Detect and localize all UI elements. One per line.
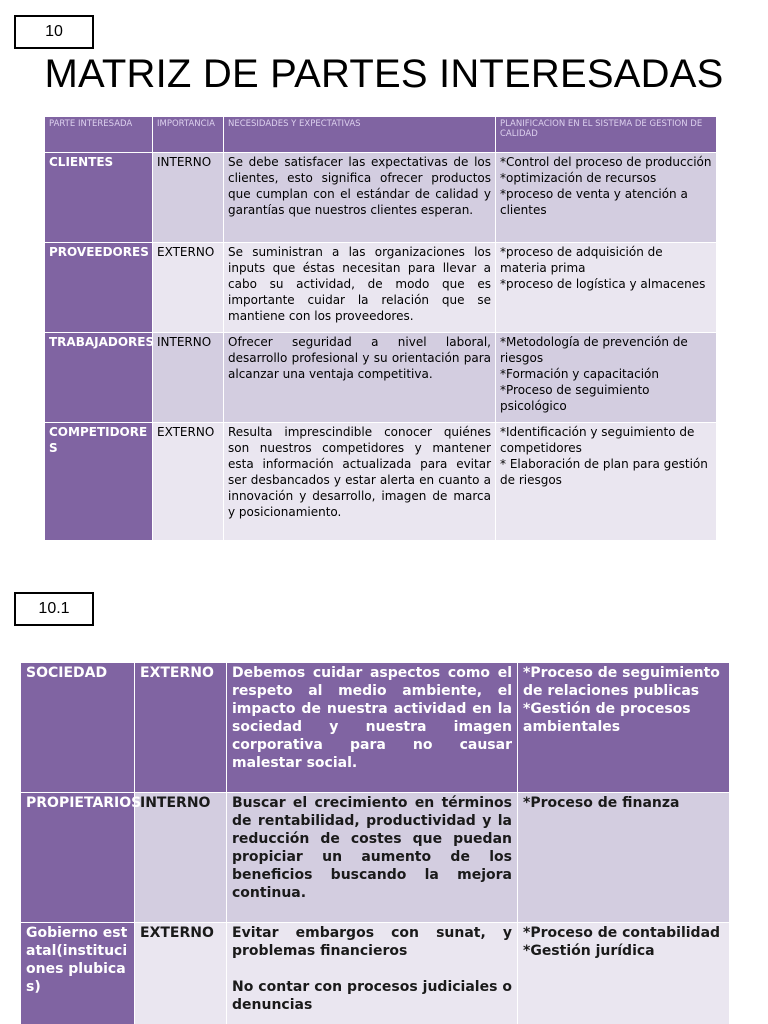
stakeholder-table-continued [21, 663, 730, 1024]
importance-cell: INTERNO [135, 793, 227, 923]
party-cell: Gobierno estatal(instituciones plubicas) [21, 923, 135, 1024]
planning-cell [496, 333, 717, 423]
needs-cell: Resulta imprescindible conocer quiénes son nuestros competidores y mantener esta información actualizada para evitar ser desbancados y estar alerta en cuanto a innovación y desarrollo, imagen de marca y posicionamiento. [224, 423, 496, 541]
planning-item: *Proceso de seguimiento psicológico [500, 383, 650, 413]
table-row [21, 923, 730, 1024]
planning-cell [518, 923, 730, 1024]
table-row [21, 663, 730, 793]
planning-cell [496, 243, 717, 333]
stakeholder-table [45, 117, 717, 541]
needs-cell: Se debe satisfacer las expectativas de los clientes, esto significa ofrecer productos que cumplan con el estándar de calidad y garantías que nuestros clientes esperan. [224, 153, 496, 243]
planning-item: * Elaboración de plan para gestión de riesgos [500, 457, 708, 487]
table-row [45, 333, 717, 423]
planning-item: *Identificación y seguimiento de competidores [500, 425, 695, 455]
importance-cell: EXTERNO [153, 423, 224, 541]
needs-cell: Debemos cuidar aspectos como el respeto al medio ambiente, el impacto de nuestra actividad en la sociedad y nuestra imagen corporativa para no causar malestar social. [227, 663, 518, 793]
planning-item: *Gestión jurídica [523, 943, 655, 959]
planning-item: *Proceso de finanza [523, 795, 680, 811]
needs-cell: Ofrecer seguridad a nivel laboral, desarrollo profesional y su orientación para alcanzar una ventaja competitiva. [224, 333, 496, 423]
table-row [21, 793, 730, 923]
party-cell: PROPIETARIOS [21, 793, 135, 923]
importance-cell: INTERNO [153, 153, 224, 243]
planning-item: *Gestión de procesos ambientales [523, 701, 691, 735]
party-cell: TRABAJADORES [45, 333, 153, 423]
needs-cell: Buscar el crecimiento en términos de rentabilidad, productividad y la reducción de costes que puedan propiciar un aumento de los beneficios buscando la mejora continua. [227, 793, 518, 923]
header-importance: IMPORTANCIA [153, 117, 224, 153]
table-row [45, 153, 717, 243]
party-cell: COMPETIDORES [45, 423, 153, 541]
importance-cell: INTERNO [153, 333, 224, 423]
needs-cell: Se suministran a las organizaciones los inputs que éstas necesitan para llevar a cabo su actividad, de modo que es importante cuidar la relación que se mantiene con los proveedores. [224, 243, 496, 333]
planning-item: *Proceso de seguimiento de relaciones publicas [523, 665, 720, 699]
planning-item: *proceso de logística y almacenes [500, 277, 706, 291]
importance-cell: EXTERNO [135, 663, 227, 793]
planning-item: *Metodología de prevención de riesgos [500, 335, 688, 365]
needs-paragraph: Evitar embargos con sunat, y problemas financieros [232, 925, 512, 959]
importance-cell: EXTERNO [153, 243, 224, 333]
planning-cell [496, 423, 717, 541]
header-needs: NECESIDADES Y EXPECTATIVAS [224, 117, 496, 153]
page-number-box: 10.1 [14, 592, 94, 626]
planning-item: *proceso de adquisición de materia prima [500, 245, 663, 275]
needs-cell [227, 923, 518, 1024]
party-cell: SOCIEDAD [21, 663, 135, 793]
header-planning: PLANIFICACION EN EL SISTEMA DE GESTION DE CALIDAD [496, 117, 717, 153]
planning-cell [518, 793, 730, 923]
planning-item: *Control del proceso de producción [500, 155, 712, 169]
planning-item: *Proceso de contabilidad [523, 925, 721, 941]
planning-item: *proceso de venta y atención a clientes [500, 187, 688, 217]
planning-cell [518, 663, 730, 793]
party-cell: PROVEEDORES [45, 243, 153, 333]
planning-cell [496, 153, 717, 243]
page-title: MATRIZ DE PARTES INTERESADAS [44, 52, 724, 96]
party-cell: CLIENTES [45, 153, 153, 243]
needs-paragraph: No contar con procesos judiciales o denuncias [232, 979, 512, 1013]
table-row [45, 243, 717, 333]
importance-cell: EXTERNO [135, 923, 227, 1024]
header-party: PARTE INTERESADA [45, 117, 153, 153]
planning-item: *Formación y capacitación [500, 367, 659, 381]
table-row [45, 423, 717, 541]
table-header-row [45, 117, 717, 153]
page-number-box: 10 [14, 15, 94, 49]
planning-item: *optimización de recursos [500, 171, 657, 185]
